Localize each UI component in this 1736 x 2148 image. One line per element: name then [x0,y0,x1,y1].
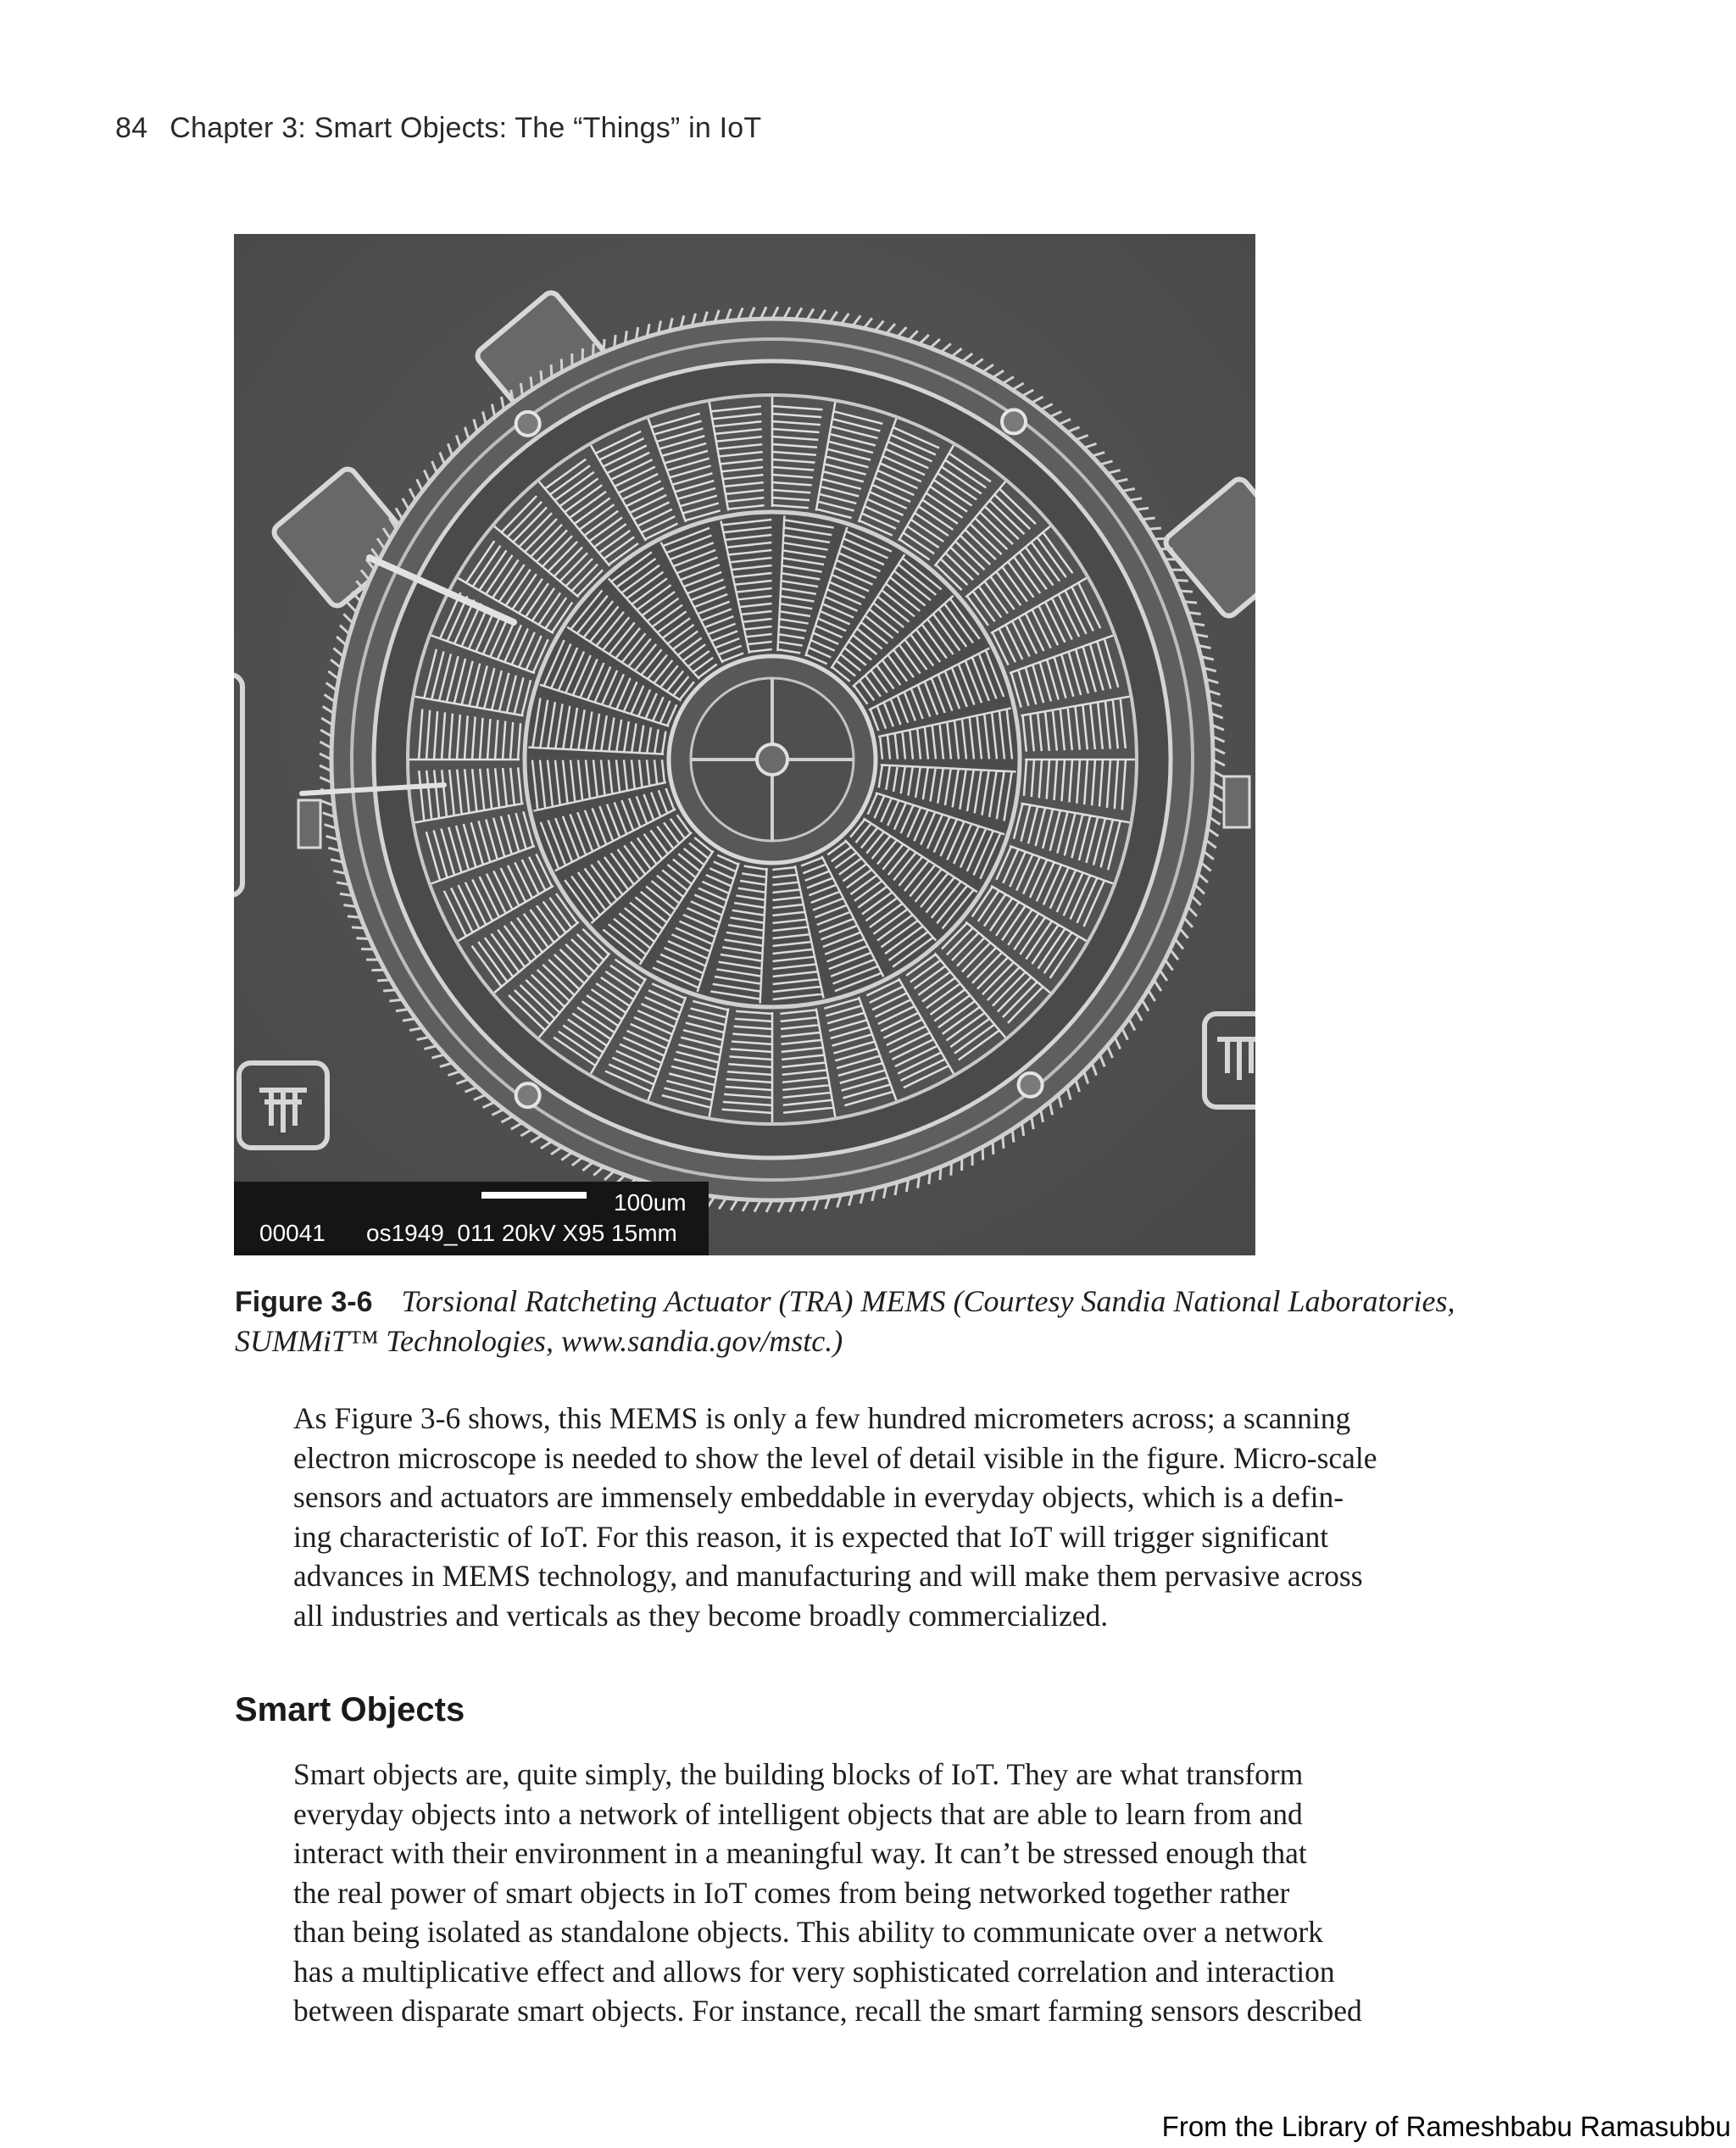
running-title: Chapter 3: Smart Objects: The “Things” in IoT [170,112,762,144]
sem-label-bar [234,1182,709,1255]
ratchet-pawl [516,1083,540,1107]
paragraph-line: electron microscope is needed to show the level of detail visible in the figure. Micro-scale [293,1440,1377,1475]
running-header [115,112,761,145]
scale-bar-label: 100um [614,1189,687,1216]
figure-label: Figure 3-6 [235,1286,373,1318]
image-id: 00041 [259,1220,326,1246]
paragraph-line: than being isolated as standalone objects. This ability to communicate over a network [293,1915,1323,1949]
library-watermark: From the Library of Rameshbabu Ramasubbu [1161,2111,1731,2142]
paragraph-line: everyday objects into a network of intelligent objects that are able to learn from and [293,1796,1303,1831]
mems-micrograph-figure [234,234,1255,1255]
paragraph-line: As Figure 3-6 shows, this MEMS is only a few hundred micrometers across; a scanning [293,1401,1351,1435]
ratchet-pawl [1019,1073,1043,1097]
paragraph-line: advances in MEMS technology, and manufacturing and will make them pervasive across [293,1559,1363,1593]
ratchet-pawl [1002,409,1026,433]
figure-caption-text: Torsional Ratcheting Actuator (TRA) MEMS (Courtesy Sandia National Laboratories, SUMMiT™ Technologies, www.sandia.gov/mstc.) [235,1284,1455,1358]
paragraph-line: interact with their environment in a meaningful way. It can’t be stressed enough that [293,1836,1307,1870]
sem-settings: os1949_011 20kV X95 15mm [366,1220,677,1246]
paragraph-line: the real power of smart objects in IoT comes from being networked together rather [293,1875,1290,1910]
scale-bar [481,1192,587,1199]
figure-caption [235,1282,1472,1361]
hub-center [757,744,787,775]
body-paragraph-2 [293,1755,1463,2031]
paragraph-line: between disparate smart objects. For instance, recall the smart farming sensors described [293,1994,1362,2028]
body-paragraph-1 [293,1399,1463,1635]
edge-connector [1224,776,1249,827]
paragraph-line: Smart objects are, quite simply, the building blocks of IoT. They are what transform [293,1757,1304,1791]
mems-micrograph-image [234,234,1255,1255]
page-number: 84 [115,112,148,144]
section-heading: Smart Objects [235,1691,465,1728]
paragraph-line: ing characteristic of IoT. For this reason, it is expected that IoT will trigger significant [293,1519,1329,1554]
ratchet-pawl [516,412,540,436]
paragraph-line: has a multiplicative effect and allows for very sophisticated correlation and interaction [293,1954,1335,1989]
paragraph-line: sensors and actuators are immensely embeddable in everyday objects, which is a defin- [293,1480,1344,1514]
edge-connector [298,800,320,848]
paragraph-line: all industries and verticals as they become broadly commercialized. [293,1598,1109,1633]
